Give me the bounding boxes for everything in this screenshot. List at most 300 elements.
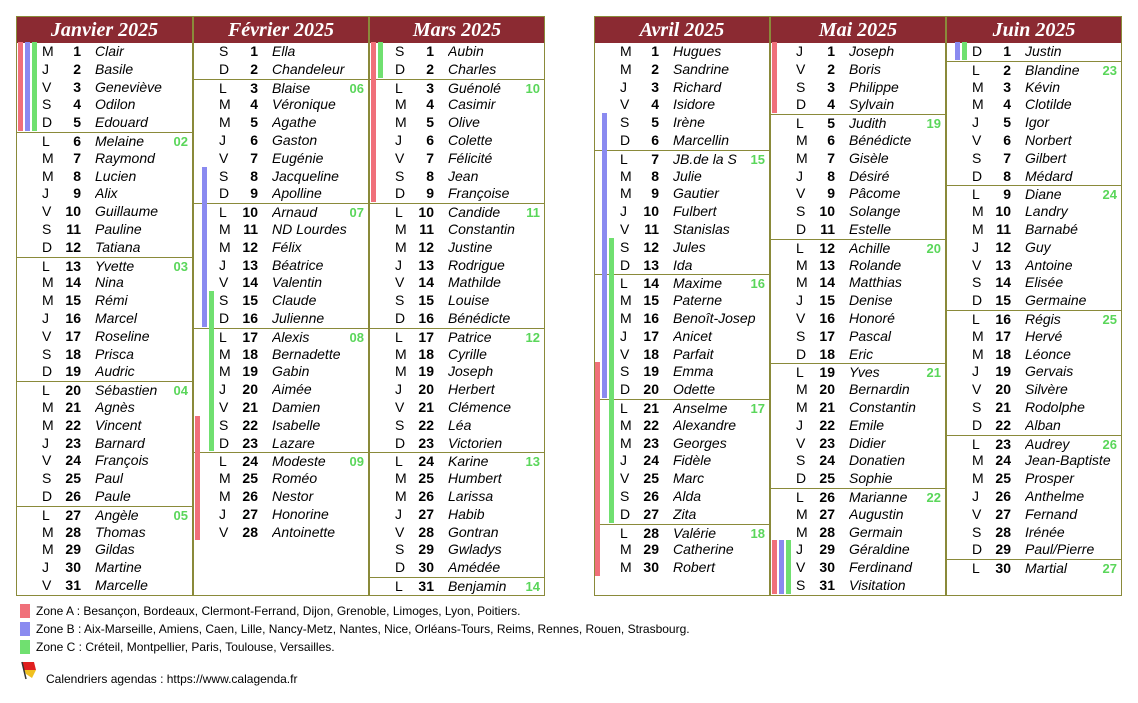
saint-name: Marc (673, 470, 705, 487)
weekday-letter: M (972, 221, 984, 237)
saint-name: Joseph (448, 363, 494, 380)
day-number: 16 (65, 310, 81, 326)
saint-name: Sylvain (849, 96, 895, 113)
day-row (947, 43, 1121, 61)
weekday-letter: D (219, 434, 230, 451)
saint-name: Jules (673, 238, 706, 255)
footer-link[interactable]: Calendriers agendas : https://www.calagenda.fr (46, 672, 298, 686)
day-number: 23 (65, 434, 81, 451)
month-6 (946, 16, 1122, 596)
day-row (595, 150, 769, 169)
day-number: 28 (819, 523, 835, 540)
saint-name: Blaise (272, 79, 311, 96)
day-number: 19 (242, 363, 258, 380)
week-number: 05 (173, 507, 188, 523)
holiday-bar-zoneB (25, 42, 30, 131)
saint-name: Valentin (272, 274, 323, 291)
day-row (17, 399, 192, 417)
saint-name: Arnaud (272, 204, 318, 221)
day-number: 26 (643, 488, 659, 504)
weekday-letter: S (42, 345, 52, 362)
day-row (771, 168, 945, 186)
day-number: 14 (65, 274, 81, 291)
day-row (370, 524, 544, 542)
saint-name: Justine (448, 238, 493, 255)
day-row (947, 559, 1121, 578)
weekday-letter: S (42, 470, 52, 487)
saint-name: Edouard (95, 114, 148, 131)
day-row (194, 61, 368, 79)
zone-a-text: Zone A : Besançon, Bordeaux, Clermont-Ferrand, Dijon, Grenoble, Limoges, Lyon, Poitiers. (36, 604, 521, 618)
day-row (17, 168, 192, 186)
weekday-letter: M (395, 345, 407, 362)
day-row (947, 346, 1121, 364)
day-row (194, 239, 368, 257)
day-number: 22 (819, 416, 835, 433)
day-row (194, 381, 368, 399)
holiday-bar-zoneA (772, 540, 777, 593)
weekday-letter: M (395, 114, 407, 131)
day-row (17, 363, 192, 381)
day-row (194, 79, 368, 98)
weekday-letter: S (620, 238, 630, 255)
weekday-letter: D (972, 43, 983, 59)
saint-name: Richard (673, 78, 722, 95)
weekday-letter: J (972, 363, 979, 380)
day-row (947, 417, 1121, 435)
day-row (194, 399, 368, 417)
saint-name: Anselme (673, 400, 728, 416)
weekday-letter: J (219, 256, 226, 273)
day-row (17, 559, 192, 577)
saint-name: Modeste (272, 453, 326, 470)
saint-name: Gontran (448, 523, 499, 540)
weekday-letter: M (796, 256, 808, 273)
saint-name: Guy (1025, 238, 1051, 255)
day-row (595, 328, 769, 346)
weekday-letter: L (620, 524, 628, 541)
day-number: 23 (995, 435, 1011, 452)
day-number: 30 (65, 559, 81, 576)
zone-b-swatch (20, 622, 30, 636)
day-number: 26 (819, 489, 835, 505)
holiday-bar-zoneC (786, 540, 791, 593)
saint-name: Léonce (1025, 345, 1071, 362)
day-number: 28 (65, 523, 81, 540)
day-number: 24 (242, 453, 258, 470)
day-number: 29 (995, 541, 1011, 558)
saint-name: Georges (673, 434, 727, 451)
saint-name: Félicité (448, 149, 493, 166)
weekday-letter: M (219, 470, 231, 487)
weekday-letter: D (972, 416, 983, 433)
holiday-bar-zoneC (209, 291, 214, 451)
weekday-letter: M (620, 310, 632, 326)
day-row (194, 470, 368, 488)
weekday-letter: L (972, 61, 980, 78)
week-number: 12 (525, 329, 540, 345)
weekday-letter: D (42, 238, 53, 255)
weekday-letter: V (395, 149, 405, 166)
day-row (370, 363, 544, 381)
day-number: 17 (995, 327, 1011, 344)
weekday-letter: L (219, 453, 227, 470)
day-row (771, 399, 945, 417)
saint-name: Maxime (673, 275, 723, 292)
weekday-letter: L (395, 453, 403, 470)
saint-name: Pascal (849, 327, 892, 344)
day-row (370, 185, 544, 203)
day-row (370, 346, 544, 364)
day-row (771, 257, 945, 275)
weekday-letter: D (796, 96, 807, 113)
day-number: 21 (995, 399, 1011, 415)
saint-name: Parfait (673, 345, 714, 362)
week-number: 19 (926, 116, 941, 132)
weekday-letter: V (42, 452, 52, 469)
day-row (947, 132, 1121, 150)
holiday-bar-zoneC (378, 42, 383, 78)
weekday-letter: V (620, 96, 630, 113)
saint-name: Eric (849, 345, 874, 362)
day-row (595, 381, 769, 399)
day-row (947, 79, 1121, 97)
day-number: 9 (827, 185, 835, 202)
saint-name: Igor (1025, 114, 1050, 131)
weekday-letter: V (796, 60, 806, 77)
saint-name: Bernadette (272, 345, 341, 362)
weekday-letter: M (972, 345, 984, 362)
saint-name: Ferdinand (849, 559, 913, 576)
weekday-letter: M (42, 43, 54, 59)
day-number: 5 (651, 114, 659, 131)
day-row (370, 168, 544, 186)
day-row (194, 346, 368, 364)
day-row (947, 470, 1121, 488)
day-row (771, 43, 945, 61)
weekday-letter: D (42, 488, 53, 504)
day-row (947, 168, 1121, 186)
day-row (595, 274, 769, 293)
day-row (595, 168, 769, 186)
day-row (194, 328, 368, 347)
weekday-letter: M (395, 96, 407, 113)
saint-name: Marianne (849, 489, 908, 505)
saint-name: Lazare (272, 434, 315, 451)
weekday-letter: L (42, 506, 50, 523)
saint-name: Donatien (849, 452, 906, 469)
saint-name: Aubin (448, 43, 484, 59)
weekday-letter: S (395, 541, 405, 558)
weekday-letter: S (620, 363, 630, 380)
day-row (595, 239, 769, 257)
zone-c-swatch (20, 640, 30, 654)
day-row (370, 470, 544, 488)
day-number: 15 (65, 292, 81, 309)
day-row (194, 221, 368, 239)
day-number: 26 (65, 488, 81, 504)
day-number: 8 (426, 167, 434, 184)
saint-name: Didier (849, 434, 886, 451)
saint-name: Martial (1025, 560, 1068, 577)
day-number: 3 (426, 79, 434, 96)
day-row (370, 221, 544, 239)
day-number: 16 (242, 310, 258, 326)
day-row (370, 150, 544, 168)
month-1 (16, 16, 193, 596)
day-row (17, 79, 192, 97)
holiday-bar-zoneC (609, 238, 614, 523)
weekday-letter: M (42, 149, 54, 166)
saint-name: Gwladys (448, 541, 502, 558)
day-number: 7 (651, 150, 659, 167)
saint-name: Nestor (272, 488, 314, 504)
weekday-letter: L (972, 560, 980, 577)
week-number: 17 (750, 401, 765, 416)
week-number: 09 (349, 454, 364, 470)
day-number: 8 (250, 167, 258, 184)
weekday-letter: J (796, 292, 803, 309)
day-number: 18 (819, 345, 835, 362)
day-row (771, 328, 945, 346)
saint-name: Gilbert (1025, 149, 1067, 166)
day-row (17, 435, 192, 453)
weekday-letter: L (219, 204, 227, 221)
saint-name: Humbert (448, 470, 502, 487)
day-row (17, 239, 192, 257)
zone-c-text: Zone C : Créteil, Montpellier, Paris, Toulouse, Versailles. (36, 640, 335, 654)
day-row (595, 363, 769, 381)
weekday-letter: M (219, 363, 231, 380)
saint-name: Gildas (95, 541, 135, 558)
saint-name: Karine (448, 453, 489, 470)
day-row (595, 452, 769, 470)
weekday-letter: M (42, 399, 54, 415)
day-number: 12 (819, 239, 835, 256)
saint-name: Ella (272, 43, 296, 59)
day-number: 28 (995, 523, 1011, 540)
day-number: 10 (242, 204, 258, 221)
week-number: 18 (750, 525, 765, 541)
saint-name: Visitation (849, 577, 906, 593)
weekday-letter: L (219, 328, 227, 345)
saint-name: Zita (673, 505, 697, 522)
weekday-letter: V (42, 577, 52, 593)
day-number: 19 (819, 364, 835, 381)
month-4 (594, 16, 770, 596)
day-number: 14 (242, 274, 258, 291)
day-number: 5 (827, 115, 835, 132)
weekday-letter: M (219, 114, 231, 131)
saint-name: Alban (1025, 416, 1061, 433)
day-number: 17 (418, 328, 434, 345)
day-number: 5 (426, 114, 434, 131)
saint-name: Martine (95, 559, 142, 576)
day-number: 1 (426, 43, 434, 59)
day-number: 6 (1003, 132, 1011, 148)
saint-name: Isabelle (272, 416, 321, 433)
week-number: 20 (926, 240, 941, 256)
day-row (194, 435, 368, 453)
day-row (947, 150, 1121, 168)
day-row (17, 346, 192, 364)
saint-name: Gaston (272, 132, 318, 148)
saint-name: Bernardin (849, 381, 910, 398)
weekday-letter: J (42, 559, 49, 576)
day-number: 6 (426, 132, 434, 148)
weekday-letter: S (620, 114, 630, 131)
day-number: 24 (643, 452, 659, 469)
day-number: 1 (827, 43, 835, 59)
day-row (947, 185, 1121, 204)
day-number: 30 (995, 560, 1011, 577)
saint-name: Norbert (1025, 132, 1072, 148)
weekday-letter: M (42, 167, 54, 184)
weekday-letter: M (620, 60, 632, 77)
day-row (595, 506, 769, 524)
day-number: 14 (418, 274, 434, 291)
weekday-letter: V (219, 149, 229, 166)
day-row (17, 328, 192, 346)
weekday-letter: M (395, 238, 407, 255)
day-number: 23 (819, 434, 835, 451)
saint-name: ND Lourdes (272, 221, 347, 237)
week-number: 22 (926, 490, 941, 505)
saint-name: Prosper (1025, 470, 1075, 487)
weekday-letter: V (219, 274, 229, 291)
day-row (194, 274, 368, 292)
saint-name: Barnard (95, 434, 145, 451)
day-number: 10 (819, 203, 835, 220)
saint-name: Stanislas (673, 221, 730, 237)
weekday-letter: J (620, 203, 627, 220)
saint-name: Guillaume (95, 203, 159, 220)
day-row (595, 417, 769, 435)
day-row (771, 239, 945, 258)
day-row (595, 61, 769, 79)
saint-name: Paul (95, 470, 124, 487)
weekday-letter: D (796, 345, 807, 362)
day-number: 4 (651, 96, 659, 113)
day-row (17, 221, 192, 239)
weekday-letter: S (972, 399, 982, 415)
day-row (595, 221, 769, 239)
day-number: 27 (643, 505, 659, 522)
weekday-letter: J (42, 185, 49, 202)
day-number: 13 (418, 256, 434, 273)
day-number: 4 (426, 96, 434, 113)
day-number: 22 (643, 416, 659, 433)
weekday-letter: V (42, 78, 52, 95)
day-number: 23 (418, 434, 434, 451)
saint-name: Joseph (849, 43, 895, 59)
saint-name: François (95, 452, 149, 469)
weekday-letter: D (395, 434, 406, 451)
saint-name: Denise (849, 292, 893, 309)
weekday-letter: M (972, 470, 984, 487)
day-row (370, 292, 544, 310)
weekday-letter: V (796, 434, 806, 451)
saint-name: Charles (448, 60, 497, 77)
day-row (771, 310, 945, 328)
day-row (194, 185, 368, 203)
saint-name: Odette (673, 381, 716, 398)
day-row (370, 506, 544, 524)
day-row (771, 363, 945, 382)
day-number: 1 (1003, 43, 1011, 59)
weekday-letter: L (796, 489, 804, 505)
saint-name: Melaine (95, 133, 145, 149)
saint-name: Justin (1025, 43, 1062, 59)
saint-name: Colette (448, 132, 493, 148)
weekday-letter: J (219, 132, 226, 148)
weekday-letter: J (42, 60, 49, 77)
day-row (370, 114, 544, 132)
day-row (194, 43, 368, 61)
weekday-letter: D (395, 310, 406, 326)
saint-name: Marcelle (95, 577, 148, 593)
day-number: 29 (643, 541, 659, 558)
day-number: 16 (995, 311, 1011, 327)
day-number: 28 (242, 523, 258, 540)
weekday-letter: S (219, 167, 229, 184)
day-row (947, 524, 1121, 542)
weekday-letter: M (219, 488, 231, 504)
weekday-letter: S (972, 523, 982, 540)
day-row (595, 79, 769, 97)
saint-name: Cyrille (448, 345, 487, 362)
day-number: 8 (73, 167, 81, 184)
day-number: 18 (995, 345, 1011, 362)
day-row (947, 363, 1121, 381)
day-number: 7 (73, 149, 81, 166)
day-number: 6 (651, 132, 659, 148)
saint-name: JB.de la S (673, 150, 737, 167)
week-number: 03 (173, 258, 188, 274)
day-row (17, 417, 192, 435)
day-number: 19 (418, 363, 434, 380)
weekday-letter: M (620, 185, 632, 202)
weekday-letter: D (972, 167, 983, 184)
saint-name: Germaine (1025, 292, 1087, 309)
weekday-letter: J (620, 452, 627, 469)
weekday-letter: J (796, 43, 803, 59)
day-number: 11 (66, 221, 81, 237)
day-row (17, 274, 192, 292)
saint-name: Désiré (849, 167, 890, 184)
day-number: 22 (65, 416, 81, 433)
day-row (947, 399, 1121, 417)
day-number: 17 (643, 327, 659, 344)
day-row (947, 452, 1121, 470)
weekday-letter: V (42, 203, 52, 220)
weekday-letter: S (395, 43, 405, 59)
saint-name: Emma (673, 363, 714, 380)
week-number: 02 (173, 134, 188, 149)
day-number: 2 (827, 60, 835, 77)
saint-name: Estelle (849, 221, 892, 237)
saint-name: Rolande (849, 256, 902, 273)
weekday-letter: M (42, 416, 54, 433)
day-row (370, 559, 544, 577)
day-number: 30 (819, 559, 835, 576)
weekday-letter: J (796, 416, 803, 433)
week-number: 24 (1102, 187, 1117, 203)
weekday-letter: D (620, 256, 631, 273)
saint-name: Véronique (272, 96, 336, 113)
day-row (947, 257, 1121, 275)
day-row (771, 221, 945, 239)
